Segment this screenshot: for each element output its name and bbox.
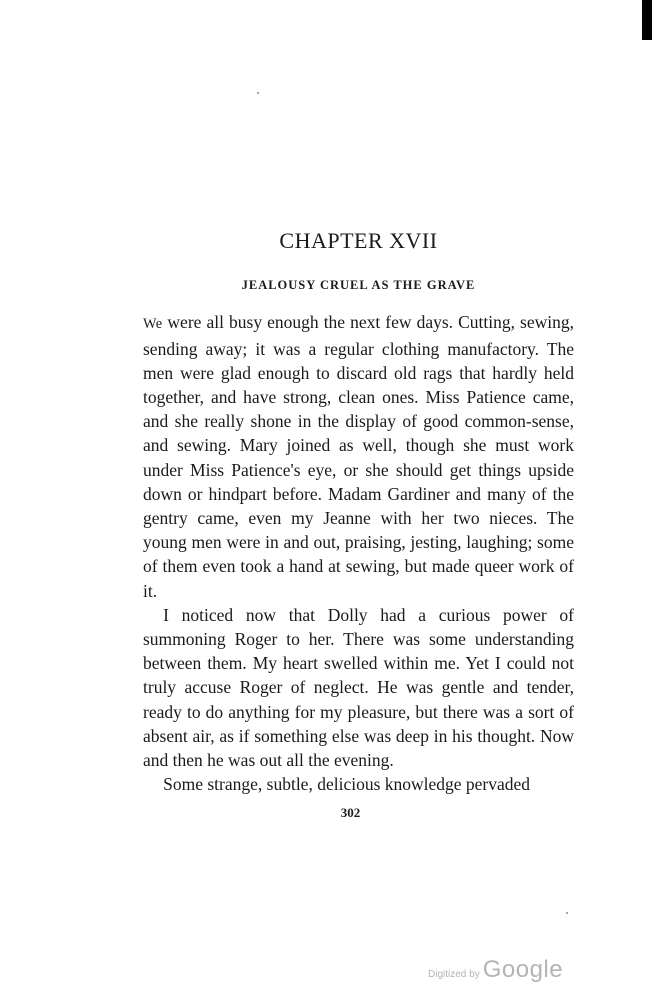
ink-speck <box>257 92 259 94</box>
page-number: 302 <box>340 805 361 821</box>
paragraph-3 <box>143 772 574 796</box>
page-text <box>143 228 574 821</box>
chapter-title: CHAPTER XVII <box>279 228 438 253</box>
page-edge-bar <box>642 0 652 40</box>
digitized-watermark <box>428 956 563 984</box>
watermark-prefix: Digitized by <box>428 969 480 980</box>
paragraph-1-text: were all busy enough the next few days. Cutting, sewing, sending away; it was a regular clothing manufactory. The men were glad enough to discard old rags that hardly held together, and have strong, clean ones. Miss Patience came, and she really shone in the display of good common-sense, and sewing. Mary joined as well, though she must work under Miss Patience's eye, or she should get things upside down or hindpart before. Madam Gardiner and many of the gentry came, even my Jeanne with her two nieces. The young men were in and out, praising, jesting, laughing; some of them even took a hand at sewing, but made queer work of it. <box>143 312 574 601</box>
chapter-subtitle: JEALOUSY CRUEL AS THE GRAVE <box>241 278 476 293</box>
paragraph-1 <box>143 310 574 602</box>
paragraph-3-text: Some strange, subtle, delicious knowledge pervaded <box>163 774 531 795</box>
ink-speck <box>566 912 568 914</box>
paragraph-lead-word: We <box>143 316 163 333</box>
paragraph-2 <box>143 603 574 772</box>
watermark-brand: Google <box>482 956 564 983</box>
paragraph-2-text: I noticed now that Dolly had a curious power of summoning Roger to her. There was some understanding between them. My heart swelled within me. Yet I could not truly accuse Roger of neglect. He was gentle and tender, ready to do anything for my pleasure, but there was a sort of absent air, as if something else was deep in his thought. Now and then he was out all the evening. <box>143 604 574 771</box>
